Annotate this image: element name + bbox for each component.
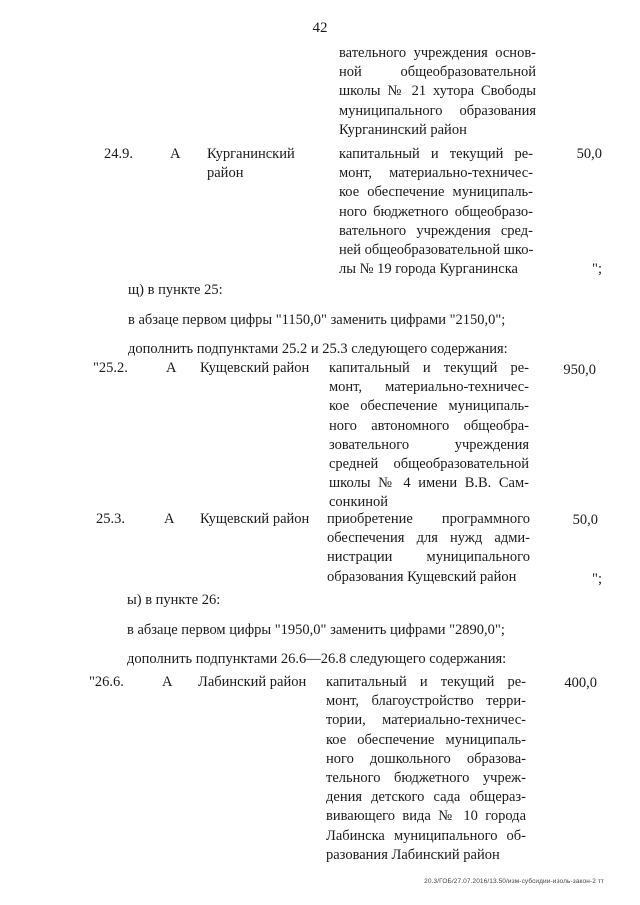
row-number: "26.6. (89, 674, 124, 690)
paragraph-shch-title: щ) в пункте 25: (128, 282, 223, 298)
description-line: дения детского сада общераз- (326, 789, 526, 806)
description-line: обеспечения для нужд адми- (327, 530, 530, 547)
description-line: капитальный и текущий ре- (339, 146, 533, 162)
row-description (329, 359, 529, 513)
page-number: 42 (312, 20, 328, 36)
description-line: ного бюджетного общеобразо- (339, 203, 533, 220)
description-line: школы № 4 имени В.В. Сам- (329, 475, 529, 492)
row-category: А (170, 146, 181, 162)
district-line: Кущевский район (200, 511, 310, 527)
description-line: муниципального образования (339, 102, 536, 119)
row-amount: 50,0 (576, 146, 602, 162)
row-closing: "; (592, 571, 602, 587)
description-line: тельного бюджетного учреж- (326, 769, 526, 786)
row-category: А (164, 511, 175, 527)
row-category: А (166, 360, 177, 376)
row-district (200, 359, 309, 378)
row-number: "25.2. (93, 360, 128, 376)
description-line: монт, материально-техничес- (329, 379, 529, 396)
description-line: монт, материально-техничес- (339, 165, 533, 182)
description-line: нистрации муниципального (327, 549, 530, 566)
description-line: школы № 21 хутора Свободы (339, 83, 536, 100)
paragraph-y-add: дополнить подпунктами 26.6—26.8 следующего содержания: (127, 651, 507, 667)
paragraph-y-replace: в абзаце первом цифры "1950,0" заменить цифрами "2890,0"; (127, 622, 505, 638)
district-line: Курганинский (207, 146, 295, 162)
paragraph-y-title: ы) в пункте 26: (127, 592, 221, 608)
description-line: вательного учреждения основ- (339, 45, 536, 61)
district-line: Кущевский район (200, 360, 310, 376)
row-district (207, 145, 295, 183)
paragraph-shch-replace: в абзаце первом цифры "1150,0" заменить цифрами "2150,0"; (128, 312, 506, 328)
row-number: 24.9. (104, 146, 133, 162)
description-line: Лабинска муниципального об- (326, 827, 526, 844)
row-amount: 950,0 (563, 362, 596, 378)
description-line: капитальный и текущий ре- (329, 360, 529, 376)
row-closing: "; (592, 261, 602, 277)
row-amount: 50,0 (572, 512, 598, 528)
continuation-description (339, 44, 536, 140)
paragraph-shch-add: дополнить подпунктами 25.2 и 25.3 следующего содержания: (128, 341, 508, 357)
district-line: Лабинский район (198, 674, 307, 690)
row-amount: 400,0 (564, 675, 597, 691)
description-line: монт, благоустройство терри- (326, 693, 526, 710)
row-description (326, 673, 526, 865)
description-line: зовательного учреждения (329, 436, 529, 453)
description-line: сонкиной (329, 494, 389, 511)
row-description (327, 510, 530, 587)
description-line: кое обеспечение муниципаль- (329, 398, 529, 415)
description-line: вивающего вида № 10 города (326, 808, 526, 825)
description-line: средней общеобразовательной (329, 455, 529, 472)
description-line: приобретение программного (327, 511, 530, 527)
description-line: ной общеобразовательной (339, 64, 536, 81)
description-line: Курганинский район (339, 121, 467, 138)
description-line: разования Лабинский район (326, 846, 500, 863)
document-footer: 20.3/ГОБ/27.07.2016/13.50/изм-субсидии-изоль-закон-2 тт (424, 878, 604, 885)
description-line: образования Кущевский район (327, 568, 517, 585)
description-line: капитальный и текущий ре- (326, 674, 526, 690)
row-district (198, 673, 306, 692)
description-line: кое обеспечение муниципаль- (326, 731, 526, 748)
description-line: ного дошкольного образова- (326, 750, 526, 767)
row-description (339, 145, 533, 279)
description-line: вательного учреждения сред- (339, 222, 533, 239)
description-line: лы № 19 города Курганинска (339, 261, 518, 278)
description-line: тории, материально-техничес- (326, 712, 526, 729)
row-number: 25.3. (96, 511, 125, 527)
description-line: ного автономного общеобра- (329, 417, 529, 434)
district-line: район (207, 165, 244, 182)
row-district (200, 510, 309, 529)
description-line: кое обеспечение муниципаль- (339, 184, 533, 201)
description-line: ней общеобразовательной шко- (339, 241, 534, 258)
row-category: А (162, 674, 173, 690)
